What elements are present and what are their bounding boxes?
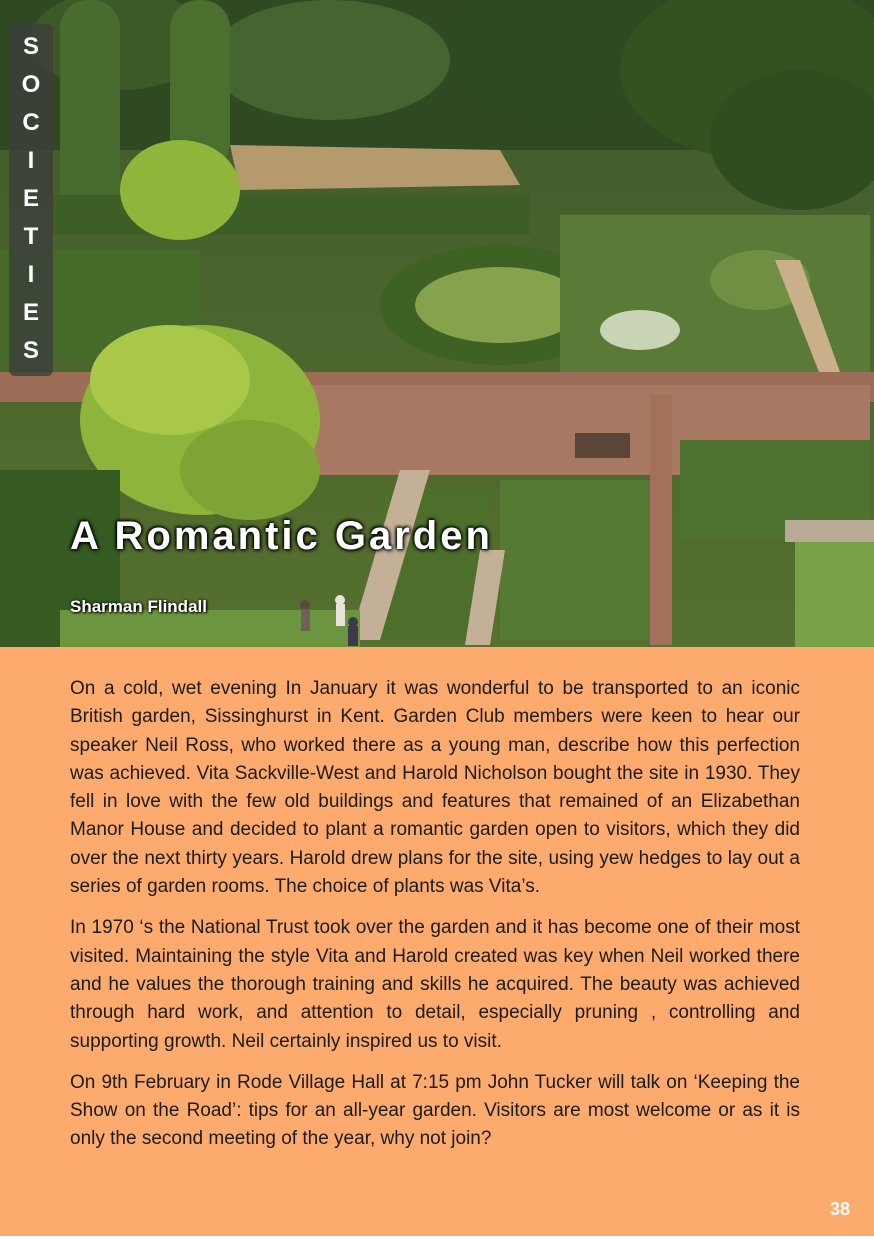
section-letter: E [22, 299, 39, 326]
section-letter: S [22, 33, 39, 60]
article-body-panel [0, 647, 874, 1236]
section-letter: T [23, 223, 39, 250]
article-paragraph: On 9th February in Rode Village Hall at 7:15 pm John Tucker will talk on ‘Keeping the Show on the Road’: tips for an all-year garden. Visitors are most welcome or as it is only the second meeting of the year, why not join? [70, 1071, 800, 1150]
article-text [70, 675, 800, 1167]
article-title: A Romantic Garden [70, 514, 493, 558]
section-letter: S [22, 337, 39, 364]
article-paragraph: In 1970 ‘s the National Trust took over the garden and it has become one of their most visited. Maintaining the style Vita and Harold created was key when Neil worked there and he values the thorough training and skills he acquired. The beauty was achieved through hard work, and attention to detail, especially pruning , controlling and supporting growth. Neil certainly inspired us to visit. [70, 917, 800, 1052]
section-letter: C [22, 109, 40, 136]
section-tab-societies [9, 24, 53, 376]
page-number: 38 [829, 1199, 850, 1219]
section-letter: I [27, 147, 35, 174]
section-letter: I [27, 261, 35, 288]
section-letter: O [21, 71, 41, 98]
section-letter: E [22, 185, 39, 212]
article-author: Sharman Flindall [70, 597, 207, 616]
page-bottom-margin [0, 1236, 874, 1241]
article-paragraph: On a cold, wet evening In January it was wonderful to be transported to an iconic British garden, Sissinghurst in Kent. Garden Club members were keen to hear our speaker Neil Ross, who worked there as a young man, describe how this perfection was achieved. Vita Sackville-West and Harold Nicholson bought the site in 1930. They fell in love with the few old buildings and features that remained of an Elizabethan Manor House and decided to plant a romantic garden open to visitors, which they did over the next thirty years. Harold drew plans for the site, using yew hedges to lay out a series of garden rooms. The choice of plants was Vita’s. [70, 678, 800, 898]
